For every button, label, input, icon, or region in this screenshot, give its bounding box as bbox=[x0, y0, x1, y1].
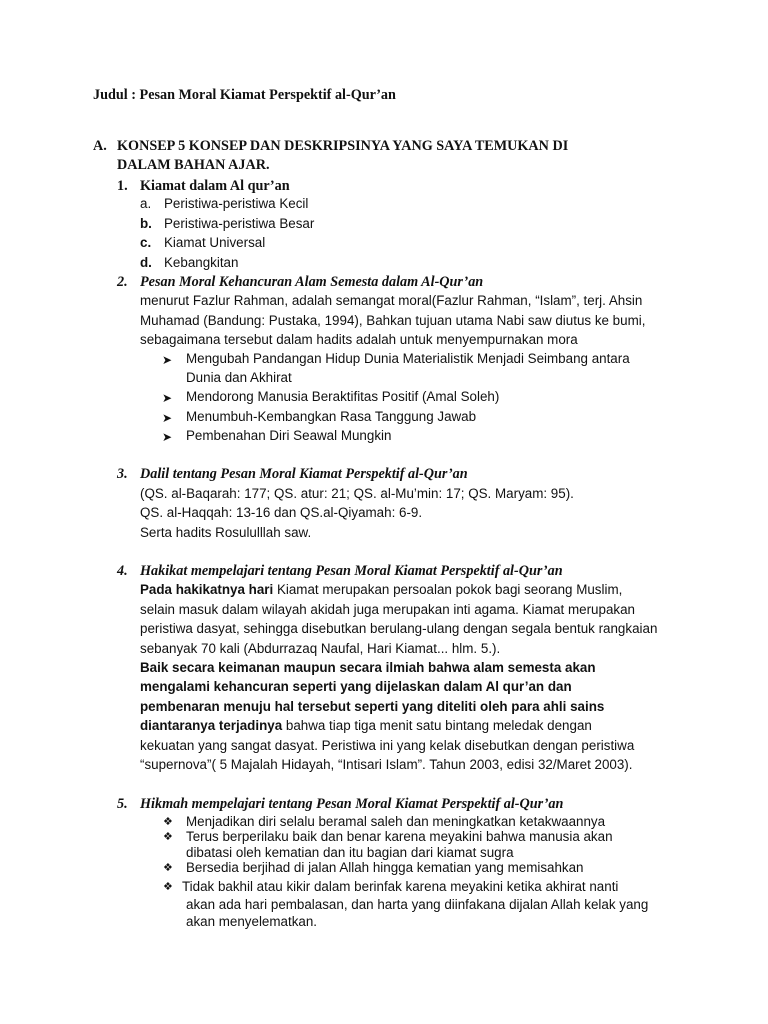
item4-number: 4. bbox=[117, 563, 128, 579]
item4-bold-tail: diantaranya terjadinya bbox=[140, 718, 283, 733]
item2-bullet-text: Dunia dan Akhirat bbox=[186, 370, 292, 385]
item5-bullet-text: Terus berperilaku baik dan benar karena meyakini bahwa manusia akan bbox=[186, 829, 613, 844]
item4-mixed-line bbox=[140, 719, 592, 732]
item5-bullet-text: akan menyelematkan. bbox=[186, 914, 318, 929]
item4-bold-lead: Pada hakikatnya hari bbox=[140, 582, 274, 597]
item2-paragraph-line: Muhamad (Bandung: Pustaka, 1994), Bahkan tujuan utama Nabi saw diutus ke bumi, bbox=[140, 313, 646, 328]
item4-paragraph-line: peristiwa dasyat, sehingga disebutkan berulang-ulang dengan segala bentuk rangkaian bbox=[140, 621, 658, 636]
item5-heading: Hikmah mempelajari tentang Pesan Moral Kiamat Perspektif al-Qur’an bbox=[140, 796, 564, 812]
item4-tail-rest: bahwa tiap tiga menit satu bintang meledak dengan bbox=[282, 718, 592, 733]
item5-bullet-text: dibatasi oleh kematian dan itu bagian dari kiamat sugra bbox=[186, 845, 514, 860]
item5-bullet-text: Bersedia berjihad di jalan Allah hingga kematian yang memisahkan bbox=[186, 860, 584, 875]
arrow-bullet-icon: ➤ bbox=[162, 353, 173, 367]
item4-paragraph-line: kekuatan yang sangat dasyat. Peristiwa ini yang kelak disebutkan dengan peristiwa bbox=[140, 738, 635, 753]
section-a-heading-line2: DALAM BAHAN AJAR. bbox=[117, 157, 270, 173]
section-a-heading-line1: KONSEP 5 KONSEP DAN DESKRIPSINYA YANG SAYA TEMUKAN DI bbox=[117, 138, 569, 154]
item2-bullet-text: Menumbuh-Kembangkan Rasa Tanggung Jawab bbox=[186, 409, 477, 424]
item5-bullet-text: Tidak bakhil atau kikir dalam berinfak karena meyakini ketika akhirat nanti bbox=[182, 879, 619, 894]
item2-heading: Pesan Moral Kehancuran Alam Semesta dalam Al-Qur’an bbox=[140, 274, 484, 290]
item4-bold-line: Baik secara keimanan maupun secara ilmiah bahwa alam semesta akan bbox=[140, 660, 596, 675]
item4-paragraph-line: selain masuk dalam wilayah akidah juga merupakan inti agama. Kiamat merupakan bbox=[140, 602, 635, 617]
item3-heading: Dalil tentang Pesan Moral Kiamat Perspektif al-Qur’an bbox=[140, 466, 468, 482]
section-a-marker: A. bbox=[93, 138, 107, 154]
item1-sub-marker: a. bbox=[140, 196, 152, 211]
item5-number: 5. bbox=[117, 796, 128, 812]
arrow-bullet-icon: ➤ bbox=[162, 391, 173, 405]
item1-sub-marker: d. bbox=[140, 255, 152, 270]
item5-bullet-text: akan ada hari pembalasan, dan harta yang diinfakana dijalan Allah kelak yang bbox=[186, 897, 649, 912]
item4-paragraph1-first-line bbox=[140, 583, 622, 596]
item2-number: 2. bbox=[117, 274, 128, 290]
item4-bold-line: pembenaran menuju hal tersebut seperti yang diteliti oleh para ahli sains bbox=[140, 699, 605, 714]
item2-bullet-text: Mendorong Manusia Beraktifitas Positif (Amal Soleh) bbox=[186, 389, 500, 404]
item2-bullet-text: Mengubah Pandangan Hidup Dunia Materialistik Menjadi Seimbang antara bbox=[186, 351, 630, 366]
item4-bold-line: mengalami kehancuran seperti yang dijelaskan dalam Al qur’an dan bbox=[140, 679, 572, 694]
item2-bullet-text: Pembenahan Diri Seawal Mungkin bbox=[186, 428, 392, 443]
item3-line: QS. al-Haqqah: 13-16 dan QS.al-Qiyamah: 6-9. bbox=[140, 505, 423, 520]
item3-line: Serta hadits Rosululllah saw. bbox=[140, 525, 312, 540]
arrow-bullet-icon: ➤ bbox=[162, 430, 173, 444]
item3-line: (QS. al-Baqarah: 177; QS. atur: 21; QS. al-Mu’min: 17; QS. Maryam: 95). bbox=[140, 486, 574, 501]
diamond-bullet-icon: ❖ bbox=[163, 880, 173, 893]
item2-paragraph-line: sebagaimana tersebut dalam hadits adalah untuk menyempurnakan mora bbox=[140, 332, 578, 347]
item4-lead-rest: Kiamat merupakan persoalan pokok bagi seorang Muslim, bbox=[273, 582, 623, 597]
item4-paragraph-line: “supernova”( 5 Majalah Hidayah, “Intisari Islam”. Tahun 2003, edisi 32/Maret 2003). bbox=[140, 757, 633, 772]
item1-sub-text: Peristiwa-peristiwa Besar bbox=[164, 216, 315, 231]
item1-sub-marker: c. bbox=[140, 235, 152, 250]
item1-number: 1. bbox=[117, 178, 128, 194]
diamond-bullet-icon: ❖ bbox=[163, 815, 173, 828]
item5-bullet-text: Menjadikan diri selalu beramal saleh dan meningkatkan ketakwaannya bbox=[186, 814, 606, 829]
item1-heading: Kiamat dalam Al qur’an bbox=[140, 178, 290, 194]
item1-sub-text: Peristiwa-peristiwa Kecil bbox=[164, 196, 309, 211]
item3-number: 3. bbox=[117, 466, 128, 482]
item2-paragraph-line: menurut Fazlur Rahman, adalah semangat moral(Fazlur Rahman, “Islam”, terj. Ahsin bbox=[140, 293, 643, 308]
document-title: Judul : Pesan Moral Kiamat Perspektif al-Qur’an bbox=[93, 87, 396, 103]
item1-sub-text: Kiamat Universal bbox=[164, 235, 266, 250]
item1-sub-marker: b. bbox=[140, 216, 152, 231]
diamond-bullet-icon: ❖ bbox=[163, 830, 173, 843]
arrow-bullet-icon: ➤ bbox=[162, 411, 173, 425]
item1-sub-text: Kebangkitan bbox=[164, 255, 239, 270]
item4-heading: Hakikat mempelajari tentang Pesan Moral Kiamat Perspektif al-Qur’an bbox=[140, 563, 563, 579]
item4-paragraph-line: sebanyak 70 kali (Abdurrazaq Naufal, Hari Kiamat... hlm. 5.). bbox=[140, 641, 501, 656]
diamond-bullet-icon: ❖ bbox=[163, 861, 173, 874]
